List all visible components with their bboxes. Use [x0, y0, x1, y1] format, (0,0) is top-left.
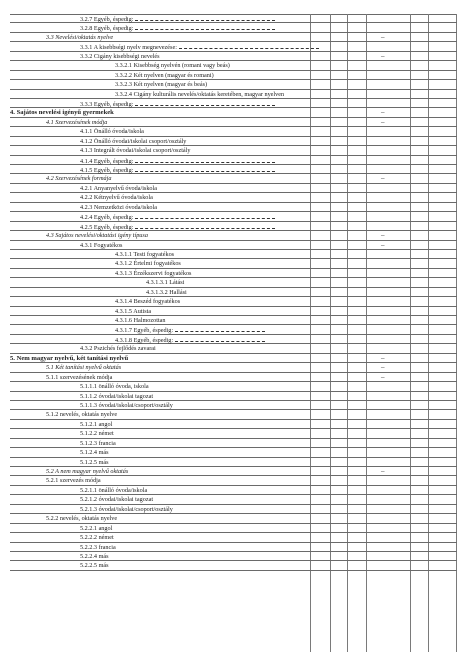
row-label-text: 4.3.1.8 Egyéb, éspedig: [115, 336, 174, 344]
table-row [10, 495, 457, 504]
not-applicable-mark: – [381, 174, 385, 183]
row-label-text: 3.3.2.4 Cigány kulturális nevelés/oktatás keretében, magyar nyelven [115, 90, 285, 98]
row-label-text: 5.1.2.4 más [80, 449, 109, 457]
row-label [80, 137, 186, 146]
row-label [115, 90, 284, 99]
table-row [10, 382, 457, 391]
row-label [115, 269, 191, 278]
row-label-text: 5.2.1 szervezés módja [46, 477, 101, 485]
not-applicable-mark: – [381, 240, 385, 249]
row-label [80, 458, 109, 467]
row-label [46, 363, 121, 372]
fill-in-line[interactable] [135, 99, 275, 106]
fill-in-line[interactable] [179, 42, 319, 49]
row-label-text: 4.2.5 Egyéb, éspedig: [80, 223, 134, 231]
table-row [10, 543, 457, 552]
table-row [10, 505, 457, 514]
table-row [10, 146, 457, 155]
row-label [146, 278, 184, 287]
row-label-text: 5.1.2.5 más [80, 458, 109, 466]
row-label-text: 5.1.1.2 óvodai/iskolai tagozat [80, 392, 154, 400]
row-label-text: 5.1.1.1 önálló óvoda, iskola [80, 383, 149, 391]
table-row [10, 561, 457, 570]
table-row [10, 174, 457, 183]
table-row [10, 99, 457, 108]
row-label [46, 467, 128, 476]
row-label-text: 3.3.2 Cigány kisebbségi nevelés [80, 52, 160, 60]
row-label [115, 259, 181, 268]
table-row [10, 533, 457, 542]
row-label [80, 52, 160, 61]
row-label [80, 495, 153, 504]
table-row [10, 401, 457, 410]
row-label-text: 5.2.2.1 angol [80, 524, 113, 532]
row-label-text: 5.1.2.3 francia [80, 439, 116, 447]
fill-in-line[interactable] [135, 23, 275, 30]
row-label-text: 3.3.2.2 Két nyelven (magyar és romani) [115, 71, 214, 79]
row-label [80, 146, 191, 155]
table-row [10, 486, 457, 495]
row-label-text: 4.3.1.5 Autista [115, 307, 152, 315]
table-row [10, 325, 457, 334]
not-applicable-mark: – [381, 353, 385, 362]
fill-in-line[interactable] [135, 222, 275, 229]
row-label [46, 410, 117, 419]
row-label [80, 533, 114, 542]
row-label-text: 4.3.1 Fogyatékos [80, 241, 123, 249]
row-label-text: 3.3.1 A kisebbségi nyelv megnevezése: [80, 44, 177, 52]
table-row [10, 156, 457, 165]
row-label [80, 127, 144, 136]
table-row [10, 203, 457, 212]
table-row [10, 524, 457, 533]
row-label-text: 4.3 Sajátos nevelési/oktatási igény típusa [46, 232, 148, 240]
row-label-text: 5.2 A nem magyar nyelvű oktatás [46, 468, 129, 475]
row-label-text: 4.2.2 Kétnyelvű óvoda/iskola [80, 194, 153, 202]
table-row [10, 231, 457, 240]
row-label-text: 4.1.2 Önálló óvodai/iskolai csoport/osztály [80, 137, 187, 145]
row-label-text: 4.2.3 Nemzetközi óvoda/iskola [80, 203, 157, 211]
row-label [146, 288, 187, 297]
table-row [10, 354, 457, 363]
table-row [10, 14, 457, 23]
row-label-text: 5.2.2 nevelés, oktatás nyelve [46, 515, 118, 523]
row-label-text: 4.1.4 Egyéb, éspedig: [80, 157, 134, 165]
row-label-text: 5.1.1.3 óvodai/iskolai/csoport/osztály [80, 401, 173, 409]
fill-in-line[interactable] [135, 212, 275, 219]
row-label-text: 4.1.1 Önálló óvoda/iskola [80, 128, 144, 136]
row-label-text: 5.2.2.2 német [80, 534, 114, 542]
fill-in-line[interactable] [175, 335, 265, 342]
row-label [80, 429, 114, 438]
table-row [10, 429, 457, 438]
row-label [115, 80, 207, 89]
row-label-text: 3.3 Nevelési/oktatás nyelve [46, 33, 114, 41]
table-row [10, 193, 457, 202]
table-row [10, 297, 457, 306]
fill-in-line[interactable] [135, 14, 275, 21]
row-label-text: 4.3.1.3.2 Hallási [146, 288, 187, 296]
table-row [10, 23, 457, 32]
not-applicable-mark: – [381, 467, 385, 475]
not-applicable-mark: – [381, 363, 385, 372]
row-label [46, 231, 148, 240]
table-row [10, 373, 457, 382]
row-label [80, 401, 173, 410]
row-label-text: 4.2 Szervezésének formája [46, 175, 112, 183]
row-label-text: 4.3.2 Pszichés fejlődés zavarai [80, 345, 156, 353]
row-label-text: 4.1.5 Egyéb, éspedig: [80, 167, 134, 174]
row-label-text: 5.2.1.1 önálló óvoda/iskola [80, 486, 148, 494]
row-label [46, 118, 107, 127]
row-label-text: 4.1.3 Integrált óvodai/iskolai csoport/osztály [80, 147, 191, 155]
row-label-text: 4.3.1.4 Beszéd fogyatékos [115, 298, 181, 306]
table-row [10, 250, 457, 259]
row-label-text: 4.3.1.6 Halmozottan [115, 317, 166, 324]
row-label-text: 3.2.7 Egyéb, éspedig: [80, 16, 134, 23]
row-label-text: 5.1.2 nevelés, oktatás nyelve [46, 411, 118, 419]
row-label-text: 5.2.1.2 óvodai/iskolai tagozat [80, 496, 154, 504]
row-label-text: 3.3.2.1 Kisebbség nyelvén (romani vagy beás) [115, 62, 230, 70]
row-label-text: 5.2.2.3 francia [80, 543, 116, 551]
table-row [10, 439, 457, 448]
table-row [10, 80, 457, 89]
row-label-text: 4.3.1.2 Értelmi fogyatékos [115, 260, 181, 268]
row-label [80, 552, 109, 561]
not-applicable-mark: – [381, 51, 385, 60]
row-label [115, 71, 214, 80]
row-label [80, 382, 149, 391]
row-label [80, 392, 153, 401]
row-label [80, 505, 173, 514]
table-row [10, 458, 457, 467]
row-label [80, 439, 116, 448]
table-row [10, 420, 457, 429]
not-applicable-mark: – [381, 108, 385, 117]
table-row [10, 552, 457, 561]
table-row [10, 269, 457, 278]
row-label [46, 514, 117, 523]
table-row [10, 90, 457, 99]
table-row [10, 410, 457, 419]
table-row [10, 71, 457, 80]
row-label [80, 448, 109, 457]
row-label [10, 108, 114, 117]
fill-in-line[interactable] [175, 325, 265, 332]
row-label [80, 184, 157, 193]
row-label [80, 241, 122, 250]
row-label-text: 5.2.1.3 óvodai/iskolai/csoport/osztály [80, 505, 173, 513]
row-label-text: 5. Nem magyar nyelvű, két tanítási nyelvű [10, 354, 129, 362]
table-row [10, 108, 457, 117]
table-row [10, 278, 457, 287]
row-label-text: 3.3.2.3 Két nyelven (magyar és beás) [115, 81, 208, 89]
row-label [115, 316, 166, 325]
row-label [46, 476, 101, 485]
table-row [10, 212, 457, 221]
table-row [10, 316, 457, 325]
row-label-text: 5.1.2.2 német [80, 430, 114, 438]
table-row [10, 476, 457, 485]
table-row [10, 52, 457, 61]
table-row [10, 241, 457, 250]
row-label [115, 297, 180, 306]
row-label [46, 174, 111, 183]
table-row [10, 137, 457, 146]
table-row [10, 165, 457, 174]
table-row [10, 448, 457, 457]
row-label-text: 4.3.1.1 Testi fogyatékos [115, 250, 175, 258]
row-label-text: 5.2.2.5 más [80, 562, 109, 570]
row-label-text: 3.3.3 Egyéb, éspedig: [80, 100, 134, 108]
row-label [80, 203, 157, 212]
table-row [10, 392, 457, 401]
row-label-text: 4.3.1.3 Érzékszervi fogyatékos [115, 269, 192, 277]
not-applicable-mark: – [381, 372, 385, 381]
table-row [10, 514, 457, 523]
row-label [80, 486, 147, 495]
table-row [10, 344, 457, 353]
row-label [80, 193, 153, 202]
row-label [80, 344, 156, 353]
row-label [46, 33, 113, 42]
table-row [10, 307, 457, 316]
row-label-text: 4.2.4 Egyéb, éspedig: [80, 214, 134, 222]
row-label-text: 5.2.2.4 más [80, 552, 109, 560]
table-row [10, 363, 457, 372]
table-row [10, 118, 457, 127]
row-label-text: 5.1 Két tanítási nyelvű oktatás [46, 364, 122, 372]
row-label-text: 4.3.1.7 Egyéb, éspedig: [115, 327, 174, 335]
row-label [115, 307, 151, 316]
row-label-text: 4.3.1.3.1 Látási [146, 279, 185, 287]
not-applicable-mark: – [381, 231, 385, 240]
table-row [10, 335, 457, 344]
not-applicable-mark: – [381, 117, 385, 126]
row-label [115, 250, 174, 259]
table-row [10, 33, 457, 42]
table-row [10, 259, 457, 268]
row-label-text: 5.1.1 szervezésének módja [46, 373, 113, 381]
table-row [10, 184, 457, 193]
row-label-text: 5.1.2.1 angol [80, 420, 113, 428]
row-label-text: 4.1 Szervezésének módja [46, 118, 108, 126]
row-label-text: 4.2.1 Anyanyelvű óvoda/iskola [80, 184, 157, 192]
fill-in-line[interactable] [135, 165, 275, 172]
table-row [10, 288, 457, 297]
row-label-text: 4. Sajátos nevelési igényű gyermekek [10, 109, 114, 117]
table-row [10, 467, 457, 476]
row-label [46, 373, 112, 382]
not-applicable-mark: – [381, 32, 385, 41]
row-label [80, 420, 112, 429]
row-label-text: 3.2.8 Egyéb, éspedig: [80, 25, 134, 33]
table-row [10, 222, 457, 231]
table-row [10, 127, 457, 136]
row-label [80, 543, 116, 552]
table-row [10, 42, 457, 51]
row-label [115, 61, 230, 70]
row-label [80, 561, 109, 570]
form-table [10, 14, 457, 571]
row-label [80, 524, 112, 533]
table-row [10, 61, 457, 70]
row-label [10, 354, 128, 363]
fill-in-line[interactable] [135, 156, 275, 163]
